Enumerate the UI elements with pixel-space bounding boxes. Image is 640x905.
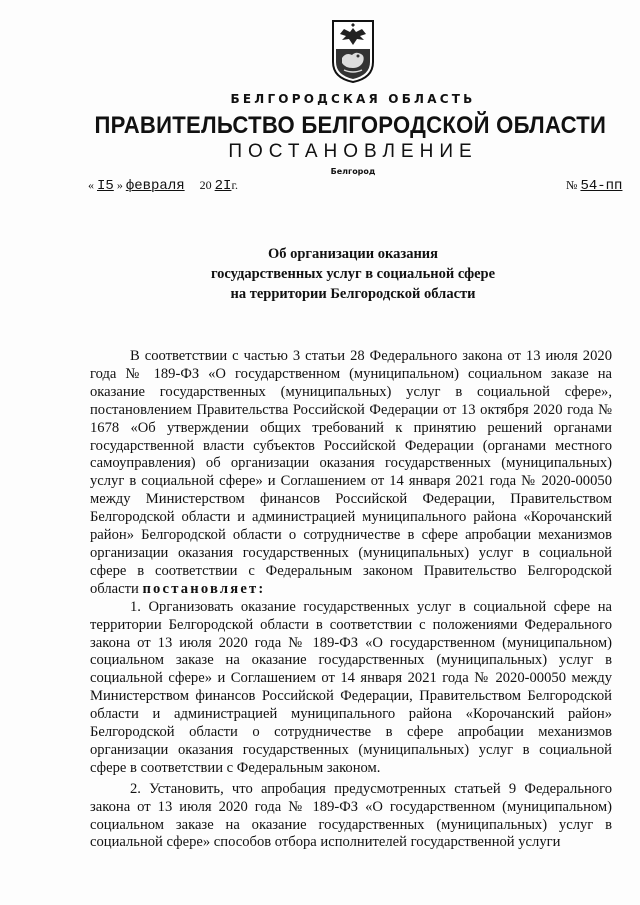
clause-1-paragraph: 1. Организовать оказание государственных услуг в социальной сфере на территории Белгородской области в соответствии с положениями Федерального закона от 13 июля 2020 года № 189-ФЗ «О государственном (муниципальном) социальном заказе на оказание государственных (муниципальных) услуг в социальной сфере» и Соглашением от 14 января 2021 года № 2020-00050 между Министерством финансов Российской Федерации, Правительством Белгородской области и администрацией муниципального района «Корочанский район» Белгородской области о сотрудничестве в сфере апробации механизмов организации оказания государственных (муниципальных) услуг в социальной сфере в соответствии с Федеральным законом. [90,598,612,776]
date-open-quote: « [88,178,94,192]
date-day: I5 [97,178,114,194]
document-date [88,178,238,194]
title-line-2: государственных услуг в социальной сфере [210,266,496,282]
date-year-prefix: 20 [199,178,212,192]
region-name: БЕЛГОРОДСКАЯ ОБЛАСТЬ [230,92,476,106]
government-name: ПРАВИТЕЛЬСТВО БЕЛГОРОДСКОЙ ОБЛАСТИ [94,112,607,139]
date-year-suffix: 2I [214,178,232,194]
date-close-quote: » [116,178,123,192]
clause-2-paragraph: 2. Установить, что апробация предусмотренных статьей 9 Федерального закона от 13 июля 2020 года № 189-ФЗ «О государственном (муниципальном) социальном заказе на оказание государственных (муниципальных) услуг в социальной сфере» способов отбора исполнителей государственной услуги [90,780,612,851]
document-title [0,244,640,304]
document-number [566,178,622,194]
document-type: ПОСТАНОВЛЕНИЕ [228,141,478,162]
number-prefix: № [566,178,578,192]
document-body [90,348,612,852]
date-year-abbr: г. [231,178,239,192]
preamble-text: В соответствии с частью 3 статьи 28 Федерального закона от 13 июля 2020 года № 189-ФЗ «О государственном (муниципальном) социальном заказе на оказание государственных (муниципальных) услуг в социальной сфере», постановлением Правительства Российской Федерации от 13 октября 2020 года № 1678 «Об утверждении общих требований к принятию решений органами государственной власти субъектов Российской Федерации (органами местного самоуправления) об организации оказания государственных (муниципальных) услуг в социальной сфере» и Соглашением от 14 января 2021 года № 2020-00050 между Министерством финансов Российской Федерации, Правительством Белгородской области и администрацией муниципального района «Корочанский район» Белгородской области о сотрудничестве в сфере апробации механизмов организации оказания государственных (муниципальных) услуг в социальной сфере в соответствии с Федеральным законом Правительство Белгородской области [90,348,612,597]
date-month: февраля [125,178,185,194]
title-line-3: на территории Белгородской области [230,286,476,302]
title-line-1: Об организации оказания [267,246,439,262]
belgorod-coat-of-arms-icon [330,18,376,84]
number-value: 54-пп [580,178,623,194]
city-name: Белгород [330,167,376,176]
preamble-paragraph [90,348,612,599]
resolves-word: постановляет: [142,580,266,597]
